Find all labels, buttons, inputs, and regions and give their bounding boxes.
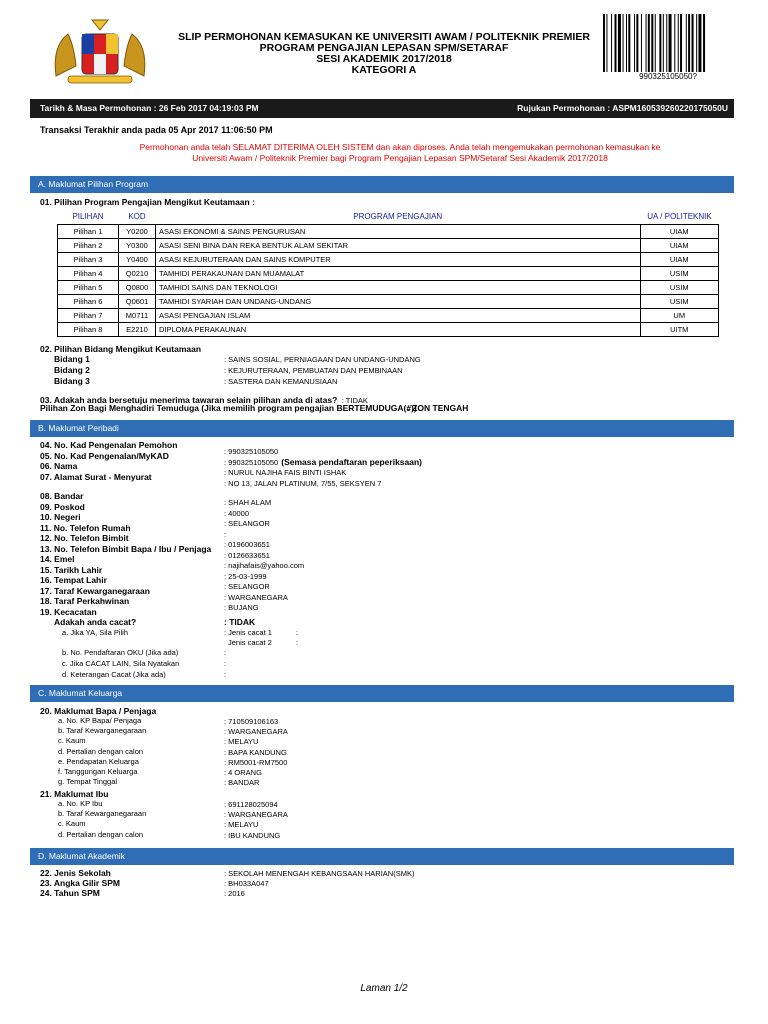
cell-program: DIPLOMA PERAKAUNAN	[156, 323, 641, 337]
barcode-bar	[692, 14, 694, 72]
field-value-wrap	[224, 473, 381, 491]
barcode-bar	[688, 14, 690, 72]
cell-pilihan: Pilihan 5	[58, 281, 119, 295]
cell-ua: UIAM	[640, 225, 719, 239]
field-label: 18. Taraf Perkahwinan	[40, 596, 130, 606]
blank-colon: :	[224, 648, 227, 657]
field-label: 06. Nama	[40, 461, 78, 471]
barcode-bar	[698, 14, 701, 72]
field-value: : WARGANEGARA	[224, 592, 288, 602]
cell-ua: USIM	[640, 281, 719, 295]
field-value: : WARGANEGARA	[224, 727, 288, 737]
cell-pilihan: Pilihan 7	[58, 309, 119, 323]
field-label: 14. Emel	[40, 554, 75, 564]
field-value: : BUJANG	[224, 603, 259, 612]
sub-d-label: d. Keterangan Cacat (Jika ada)	[62, 670, 166, 679]
cell-pilihan: Pilihan 3	[58, 253, 119, 267]
title-line-2: PROGRAM PENGAJIAN LEPASAN SPM/SETARAF	[259, 42, 509, 54]
col-program: PROGRAM PENGAJIAN	[156, 209, 641, 225]
zon-value: : ZON TENGAH	[407, 403, 469, 413]
table-row	[58, 323, 719, 337]
barcode-bar	[618, 14, 621, 72]
field-label: b. Taraf Kewarganegaraan	[58, 726, 147, 736]
field-label: 08. Bandar	[40, 491, 84, 501]
field-label: a. No. KP Ibu	[58, 799, 103, 808]
page-number: Laman 1/2	[360, 983, 408, 994]
field-value: : SELANGOR	[224, 519, 270, 528]
cell-program: ASASI SENI BINA DAN REKA BENTUK ALAM SEKITAR	[156, 239, 641, 253]
slip-title	[150, 32, 618, 76]
jenis-cacat-1: : Jenis cacat 1	[224, 628, 272, 637]
ibu-title: 21. Maklumat Ibu	[40, 789, 109, 799]
barcode-bar	[641, 14, 642, 72]
q03-answer: : TIDAK	[341, 396, 368, 405]
cacat-answer: : TIDAK	[224, 617, 256, 627]
field-label: 23. Angka Gilir SPM	[40, 878, 120, 888]
cell-kod: Q0601	[119, 295, 156, 309]
field-value: : 4 ORANG	[224, 768, 262, 777]
barcode-bar	[666, 14, 667, 72]
barcode-bar	[659, 14, 661, 72]
field-label: f. Tanggungan Keluarga	[58, 767, 138, 776]
field-value: : WARGANEGARA	[224, 810, 288, 820]
table-row	[58, 295, 719, 309]
section-a-title: A. Maklumat Pilihan Program	[38, 179, 149, 189]
barcode-bar	[651, 14, 653, 72]
bidang-1-label: Bidang 1	[54, 354, 90, 364]
field-value: : IBU KANDUNG	[224, 830, 281, 840]
barcode-bar	[655, 14, 656, 72]
sub-c-label: c. Jika CACAT LAIN, Sila Nyatakan	[62, 659, 180, 668]
cell-program: TAMHIDI SYARIAH DAN UNDANG-UNDANG	[156, 295, 641, 309]
cell-kod: Q0800	[119, 281, 156, 295]
field-value: : 25-03-1999	[224, 571, 267, 581]
q02-label: 02. Pilihan Bidang Mengikut Keutamaan	[40, 344, 202, 354]
cell-ua: UIAM	[640, 253, 719, 267]
field-value: :	[224, 529, 227, 539]
cell-ua: UIAM	[640, 239, 719, 253]
last-transaction: Transaksi Terakhir anda pada 05 Apr 2017 11:06:50 PM	[40, 125, 273, 135]
cell-pilihan: Pilihan 2	[58, 239, 119, 253]
field-label: g. Tempat Tinggal	[58, 777, 118, 787]
field-label: 11. No. Telefon Rumah	[40, 522, 131, 533]
barcode-bar	[611, 14, 612, 72]
cell-ua: USIM	[640, 295, 719, 309]
field-label: 24. Tahun SPM	[40, 888, 100, 898]
field-label: 13. No. Telefon Bimbit Bapa / Ibu / Penjaga	[40, 543, 212, 554]
bidang-1-value: : SAINS SOSIAL, PERNIAGAAN DAN UNDANG-UNDANG	[224, 355, 421, 364]
field-value: : 710509106163	[224, 717, 279, 726]
barcode	[603, 14, 733, 72]
section-b-header	[30, 420, 734, 437]
zon-label: Pilihan Zon Bagi Menghadiri Temuduga (Jika memilih program pengajian BERTEMUDUGA(#))	[40, 403, 417, 413]
field-value: : SHAH ALAM	[224, 498, 272, 507]
section-d-title: D. Maklumat Akademik	[38, 851, 125, 861]
field-value: : BH033A047	[224, 879, 269, 888]
cell-program: ASASI EKONOMI & SAINS PENGURUSAN	[156, 225, 641, 239]
application-date: Tarikh & Masa Permohonan : 26 Feb 2017 04:19:03 PM	[40, 103, 259, 113]
jenis-cacat-2-colon: :	[296, 638, 299, 647]
application-reference: Rujukan Permohonan : ASPM160539260220175050U	[517, 103, 728, 113]
field-value: : SEKOLAH MENENGAH KEBANGSAAN HARIAN(SMK)	[224, 869, 415, 878]
title-line-4: KATEGORI A	[351, 64, 417, 76]
table-row	[58, 253, 719, 267]
barcode-bar	[628, 14, 630, 72]
cell-kod: Y0300	[119, 239, 156, 253]
field-label: 07. Alamat Surat - Menyurat	[40, 471, 152, 482]
section-a-header	[30, 176, 734, 193]
section-c-title: C. Maklumat Keluarga	[38, 688, 123, 698]
table-row	[58, 267, 719, 281]
field-value: : 0196003651	[224, 540, 270, 549]
field-label: 22. Jenis Sekolah	[40, 868, 111, 878]
title-line-3: SESI AKADEMIK 2017/2018	[316, 53, 452, 65]
coat-of-arms-logo	[48, 16, 152, 86]
cell-program: TAMHIDI PERAKAUNAN DAN MUAMALAT	[156, 267, 641, 281]
field-value: : 990325105050	[224, 447, 279, 456]
cell-kod: Y0400	[119, 253, 156, 267]
field-value: : najihafais@yahoo.com	[224, 561, 305, 570]
table-header-row	[58, 209, 719, 225]
field-value: : BANDAR	[224, 778, 260, 788]
barcode-bar	[674, 14, 675, 72]
field-label: c. Kaum	[58, 736, 86, 746]
barcode-bar	[634, 14, 635, 72]
bapa-title: 20. Maklumat Bapa / Penjaga	[40, 706, 157, 716]
notice-line-1: Permohonan anda telah SELAMAT DITERIMA OLEH SISTEM dan akan diproses. Anda telah mengemukakan permohonan kemasukan ke	[139, 142, 661, 152]
bidang-3-label: Bidang 3	[54, 376, 90, 386]
success-notice	[120, 142, 680, 164]
field-label: 19. Kecacatan	[40, 606, 97, 617]
barcode-bar	[606, 14, 607, 72]
section-d-header	[30, 848, 734, 865]
field-value: : 40000	[224, 508, 250, 518]
sub-b-label: b. No. Pendaftaran OKU (Jika ada)	[62, 648, 179, 657]
field-label: 10. Negeri	[40, 512, 81, 522]
cell-kod: M0711	[119, 309, 156, 323]
sub-a-label: a. Jika YA, Sila Pilih	[62, 628, 129, 637]
table-row	[58, 309, 719, 323]
application-info-bar	[30, 99, 734, 118]
field-value: : NO 13, JALAN PLATINUM, 7/55, SEKSYEN 7	[224, 478, 382, 488]
cell-pilihan: Pilihan 8	[58, 323, 119, 337]
barcode-number: 990325105050?	[639, 72, 697, 81]
title-line-1: SLIP PERMOHONAN KEMASUKAN KE UNIVERSITI AWAM / POLITEKNIK PREMIER	[178, 31, 590, 43]
field-value-wrap	[224, 513, 270, 531]
barcode-bar	[636, 14, 638, 72]
section-b-title: B. Maklumat Peribadi	[38, 423, 119, 433]
field-label: 12. No. Telefon Bimbit	[40, 533, 129, 543]
sub-c-colon: :	[224, 659, 227, 668]
field-value: : 990325105050	[224, 457, 279, 467]
table-row	[58, 225, 719, 239]
field-extra-note: (Semasa pendaftaran peperiksaan)	[281, 456, 423, 467]
q01-label: 01. Pilihan Program Pengajian Mengikut Keutamaan :	[40, 197, 255, 207]
jenis-cacat-1-colon: :	[296, 628, 299, 637]
barcode-bar	[646, 14, 647, 72]
field-value: : RM5001-RM7500	[224, 757, 288, 767]
field-label: 05. No. Kad Pengenalan/MyKAD	[40, 450, 169, 461]
cacat-question: Adakah anda cacat?	[54, 617, 137, 627]
field-label: d. Pertalian dengan calon	[58, 746, 144, 756]
col-pilihan: PILIHAN	[58, 209, 119, 225]
barcode-bar	[626, 14, 627, 72]
bidang-2-label: Bidang 2	[54, 365, 90, 375]
field-label: 16. Tempat Lahir	[40, 575, 107, 585]
field-value: : 691128025094	[224, 800, 278, 809]
col-kod: KOD	[119, 209, 156, 225]
barcode-bar	[680, 14, 682, 72]
field-value: : BAPA KANDUNG	[224, 747, 287, 757]
field-value: : 2016	[224, 889, 245, 898]
field-label: 15. Tarikh Lahir	[40, 564, 103, 575]
cell-pilihan: Pilihan 1	[58, 225, 119, 239]
barcode-bar	[615, 14, 617, 72]
cell-ua: USIM	[640, 267, 719, 281]
cell-pilihan: Pilihan 6	[58, 295, 119, 309]
field-value: : 0126633651	[224, 550, 270, 560]
barcode-bar	[623, 14, 624, 72]
field-label: d. Pertalian dengan calon	[58, 829, 144, 839]
field-label: a. No. KP Bapa/ Penjaga	[58, 716, 142, 725]
barcode-bar	[703, 14, 705, 72]
notice-line-2: Universiti Awam / Politeknik Premier bagi Program Pengajian Lepasan SPM/Setaraf Sesi Akademik 2017/2018	[192, 153, 608, 163]
cell-ua: UM	[640, 309, 719, 323]
section-c-header	[30, 685, 734, 702]
field-value: : MELAYU	[224, 820, 259, 830]
jenis-cacat-2: Jenis cacat 2	[228, 638, 272, 647]
cell-ua: UITM	[640, 323, 719, 337]
field-value: : NURUL NAJIHA FAIS BINTI ISHAK	[224, 468, 347, 477]
barcode-bar	[669, 14, 672, 72]
cell-kod: Q0210	[119, 267, 156, 281]
field-value: : SELANGOR	[224, 582, 270, 591]
q03-label: 03. Adakah anda bersetuju menerima tawaran selain pilihan anda di atas?	[40, 395, 338, 405]
cell-program: ASASI PENGAJIAN ISLAM	[156, 309, 641, 323]
field-label: 17. Taraf Kewarganegaraan	[40, 585, 150, 596]
col-ua: UA / POLITEKNIK	[640, 209, 719, 225]
field-label: e. Pendapatan Keluarga	[58, 756, 139, 766]
field-value: : MELAYU	[224, 737, 259, 747]
field-label: 04. No. Kad Pengenalan Pemohon	[40, 440, 178, 450]
program-choices-table	[57, 209, 719, 337]
table-row	[58, 239, 719, 253]
barcode-bar	[648, 14, 650, 72]
bidang-3-value: : SASTERA DAN KEMANUSIAAN	[224, 377, 338, 386]
barcode-bar	[603, 14, 605, 72]
cell-program: TAMHIDI SAINS DAN TEKNOLOGI	[156, 281, 641, 295]
cell-kod: E2210	[119, 323, 156, 337]
table-row	[58, 281, 719, 295]
field-label: b. Taraf Kewarganegaraan	[58, 809, 147, 819]
cell-kod: Y0200	[119, 225, 156, 239]
bidang-2-value: : KEJURUTERAAN, PEMBUATAN DAN PEMBINAAN	[224, 366, 403, 375]
field-label: c. Kaum	[58, 819, 86, 829]
sub-d-colon: :	[224, 670, 227, 679]
field-label: 09. Poskod	[40, 501, 85, 512]
field-value-wrap	[224, 597, 259, 615]
barcode-bar	[686, 14, 687, 72]
barcode-bar	[678, 14, 679, 72]
cell-program: ASASI KEJURUTERAAN DAN SAINS KOMPUTER	[156, 253, 641, 267]
cell-pilihan: Pilihan 4	[58, 267, 119, 281]
barcode-bar	[663, 14, 664, 72]
barcode-bar	[696, 14, 697, 72]
